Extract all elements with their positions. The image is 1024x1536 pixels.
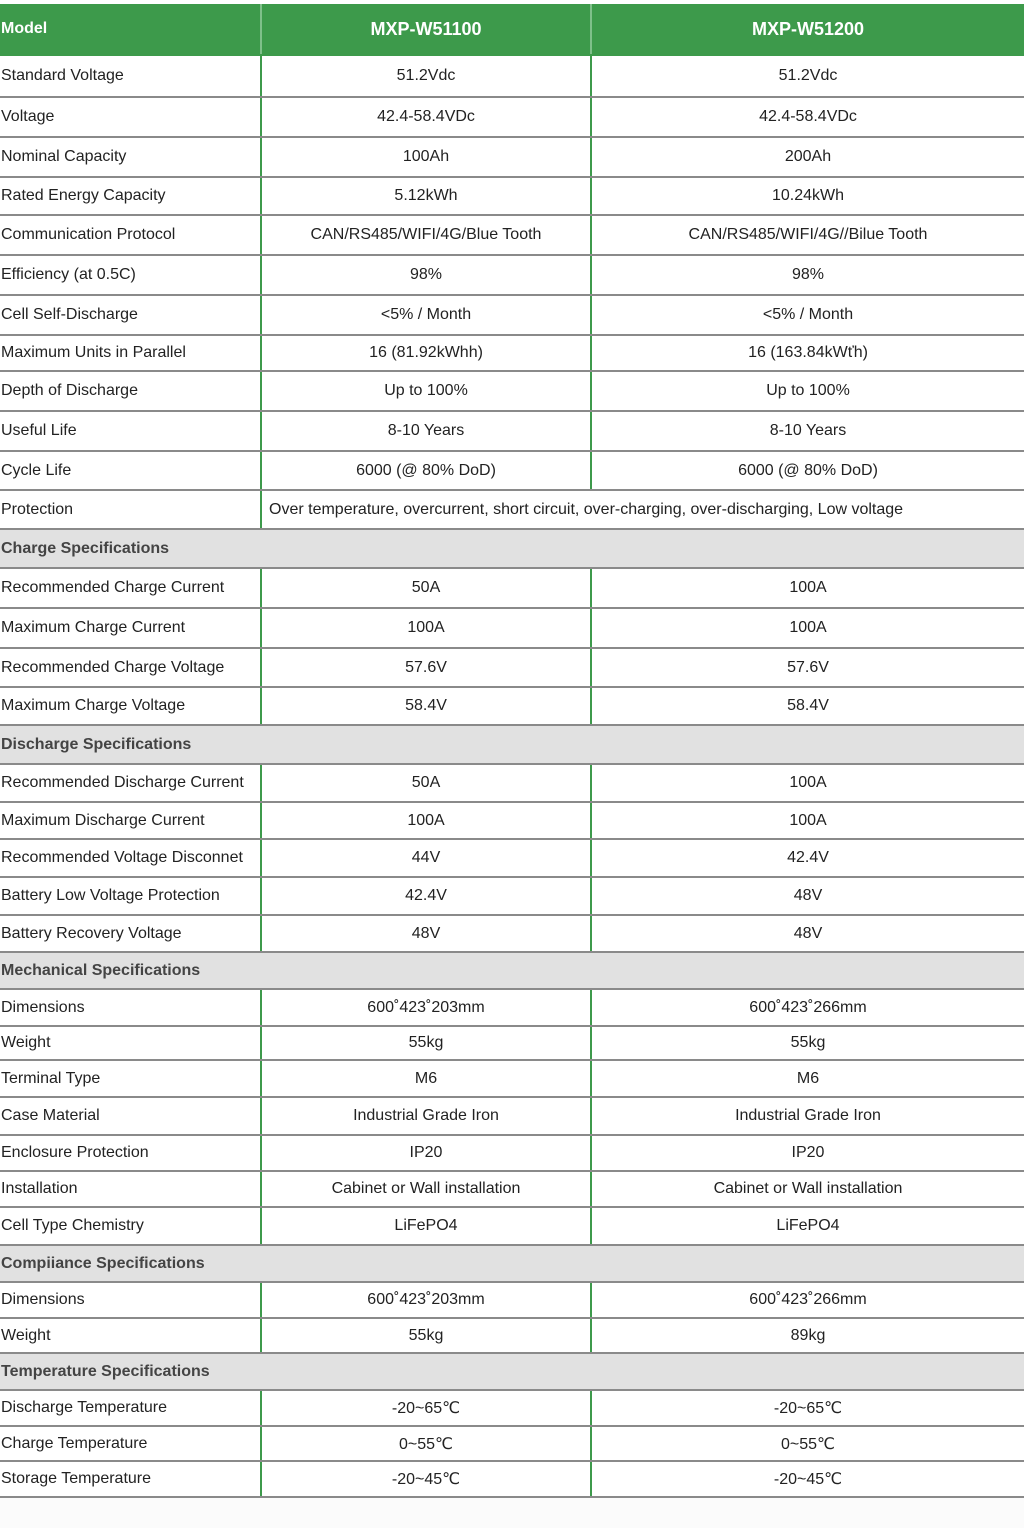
row-label: Battery Recovery Voltage [0, 916, 262, 951]
value-w51200: 89kg [790, 1326, 826, 1344]
table-row [0, 1462, 1024, 1498]
table-row [0, 372, 1024, 412]
value-w51100: 5.12kWh [262, 178, 592, 214]
row-label: Weight [0, 1319, 262, 1352]
table-row [0, 840, 1024, 878]
value-w51100: CAN/RS485/WIFI/4G/Blue Tooth [262, 216, 592, 254]
value-w51100: LiFePO4 [262, 1208, 592, 1244]
table-row [0, 916, 1024, 953]
value-w51100: 98% [262, 256, 592, 294]
value-w51200: M6 [796, 1069, 820, 1087]
value-w51200: 0~55℃ [780, 1435, 835, 1453]
table-row [0, 1319, 1024, 1354]
table-row [0, 1027, 1024, 1061]
table-row [0, 178, 1024, 216]
table-row [0, 1427, 1024, 1462]
protection-value: Over temperature, overcurrent, short circuit, over-charging, over-discharging, Low voltage [269, 500, 904, 518]
section-header-discharge [0, 726, 1024, 765]
table-row [0, 569, 1024, 609]
value-w51200: 100A [789, 579, 827, 596]
value-w51200: 51.2Vdc [778, 67, 838, 84]
row-label: Maximum Units in Parallel [0, 336, 262, 370]
value-w51200: 98% [791, 266, 825, 283]
value-w51200: 6000 (@ 80% DoD) [738, 461, 878, 479]
table-row [0, 1283, 1024, 1319]
value-w51200: Up to 100% [766, 382, 850, 399]
table-row [0, 765, 1024, 803]
value-w51100: 16 (81.92kWhh) [262, 336, 592, 370]
model-header-label: Model [0, 4, 262, 54]
value-w51100: -20~45℃ [262, 1462, 592, 1496]
value-w51200: Industrial Grade Iron [735, 1107, 881, 1124]
row-label: Charge Temperature [0, 1427, 262, 1460]
row-label: Voltage [0, 98, 262, 136]
table-row [0, 412, 1024, 452]
value-w51200: 48V [793, 887, 823, 904]
table-row [0, 296, 1024, 336]
table-row [0, 688, 1024, 726]
value-w51200: 10.24kWh [771, 187, 845, 204]
row-label: Cell Self-Discharge [0, 296, 262, 334]
value-w51100: 42.4-58.4VDc [262, 98, 592, 136]
model-header-w51100: MXP-W51100 [262, 4, 592, 54]
section-title: Temperature Specifications [1, 1362, 210, 1380]
value-w51200: 100A [789, 774, 827, 791]
spec-table [0, 4, 1024, 1528]
value-w51100: 42.4V [262, 878, 592, 914]
protection-row [0, 491, 1024, 530]
row-label: Standard Voltage [0, 56, 262, 96]
table-row [0, 878, 1024, 916]
value-w51100: 100A [262, 803, 592, 838]
section-title: Compiiance Specifications [1, 1254, 205, 1272]
value-w51200: IP20 [791, 1144, 825, 1161]
value-w51100: Up to 100% [262, 372, 592, 410]
row-label: Cell Type Chemistry [0, 1208, 262, 1244]
table-row [0, 98, 1024, 138]
value-w51200: 600˚423˚266mm [749, 998, 867, 1016]
table-row [0, 452, 1024, 491]
row-label: Useful Life [0, 412, 262, 450]
row-label: Maximum Discharge Current [0, 803, 262, 838]
table-row [0, 1136, 1024, 1172]
value-w51100: 600˚423˚203mm [262, 990, 592, 1025]
section-title: Charge Specifications [1, 539, 170, 557]
section-header-compliance [0, 1246, 1024, 1283]
table-row [0, 609, 1024, 649]
row-label: Enclosure Protection [0, 1136, 262, 1170]
row-label: Maximum Charge Voltage [0, 688, 262, 724]
value-w51200: -20~45℃ [773, 1471, 843, 1488]
row-label: Storage Temperature [0, 1462, 262, 1496]
row-label: Protection [0, 491, 262, 528]
value-w51100: 48V [262, 916, 592, 951]
value-w51100: 57.6V [262, 649, 592, 686]
table-row [0, 1061, 1024, 1098]
value-w51200: 600˚423˚266mm [749, 1291, 867, 1308]
value-w51100: M6 [262, 1061, 592, 1096]
value-w51100: 44V [262, 840, 592, 876]
value-w51200: 57.6V [787, 658, 829, 676]
row-label: Depth of Discharge [0, 372, 262, 410]
row-label: Recommended Voltage Disconnet [0, 840, 262, 876]
row-label: Communication Protocol [0, 216, 262, 254]
value-w51200: Cabinet or Wall installation [713, 1180, 903, 1197]
value-w51100: 100A [262, 609, 592, 647]
value-w51100: -20~65℃ [262, 1391, 592, 1425]
table-row [0, 56, 1024, 98]
table-row [0, 1098, 1024, 1136]
table-row [0, 649, 1024, 688]
row-label: Case Material [0, 1098, 262, 1134]
value-w51100: 8-10 Years [262, 412, 592, 450]
table-footer-spacer [0, 1498, 1024, 1528]
value-w51100: 100Ah [262, 138, 592, 176]
row-label: Recommended Charge Voltage [0, 649, 262, 686]
row-label: Battery Low Voltage Protection [0, 878, 262, 914]
value-w51200: 42.4-58.4VDc [759, 108, 857, 125]
section-header-mechanical [0, 953, 1024, 990]
value-w51100: Cabinet or Wall installation [262, 1172, 592, 1206]
value-w51100: 55kg [262, 1027, 592, 1059]
row-label: Cycle Life [0, 452, 262, 489]
value-w51100: 55kg [262, 1319, 592, 1352]
row-label: Dimensions [0, 990, 262, 1025]
value-w51200: 58.4V [787, 697, 829, 714]
section-header-temperature [0, 1354, 1024, 1391]
value-w51100: 50A [262, 569, 592, 607]
value-w51200: 16 (163.84kWťh) [748, 344, 868, 361]
value-w51200: LiFePO4 [776, 1217, 840, 1234]
value-w51100: 600˚423˚203mm [262, 1283, 592, 1317]
value-w51200: 8-10 Years [769, 422, 847, 439]
value-w51100: 6000 (@ 80% DoD) [262, 452, 592, 489]
value-w51100: Industrial Grade Iron [262, 1098, 592, 1134]
table-row [0, 1172, 1024, 1208]
value-w51100: <5% / Month [262, 296, 592, 334]
value-w51200: 100A [789, 811, 827, 829]
value-w51200: 42.4V [787, 849, 829, 866]
value-w51100: 51.2Vdc [262, 56, 592, 96]
row-label: Terminal Type [0, 1061, 262, 1096]
table-row [0, 256, 1024, 296]
row-label: Dimensions [0, 1283, 262, 1317]
table-row [0, 216, 1024, 256]
value-w51200: CAN/RS485/WIFI/4G//Bilue Tooth [688, 226, 928, 243]
table-row [0, 336, 1024, 372]
row-label: Recommended Charge Current [0, 569, 262, 607]
section-header-charge [0, 530, 1024, 569]
section-title: Discharge Specifications [1, 735, 192, 753]
value-w51200: 100A [789, 619, 827, 636]
table-row [0, 1208, 1024, 1246]
row-label: Nominal Capacity [0, 138, 262, 176]
row-label: Weight [0, 1027, 262, 1059]
row-label: Discharge Temperature [0, 1391, 262, 1425]
model-header-w51200: MXP-W51200 [751, 18, 865, 39]
value-w51200: 200Ah [784, 148, 832, 165]
value-w51100: IP20 [262, 1136, 592, 1170]
table-row [0, 803, 1024, 840]
row-label: Installation [0, 1172, 262, 1206]
value-w51100: 50A [262, 765, 592, 801]
table-header-row [0, 4, 1024, 56]
table-row [0, 138, 1024, 178]
row-label: Maximum Charge Current [0, 609, 262, 647]
value-w51100: 58.4V [262, 688, 592, 724]
row-label: Recommended Discharge Current [0, 765, 262, 801]
value-w51100: 0~55℃ [262, 1427, 592, 1460]
value-w51200: -20~65℃ [773, 1400, 843, 1417]
value-w51200: 55kg [790, 1034, 826, 1051]
row-label: Rated Energy Capacity [0, 178, 262, 214]
section-title: Mechanical Specifications [1, 961, 201, 979]
table-row [0, 1391, 1024, 1427]
value-w51200: 48V [793, 924, 823, 942]
table-row [0, 990, 1024, 1027]
value-w51200: <5% / Month [762, 306, 854, 323]
row-label: Efficiency (at 0.5C) [0, 256, 262, 294]
